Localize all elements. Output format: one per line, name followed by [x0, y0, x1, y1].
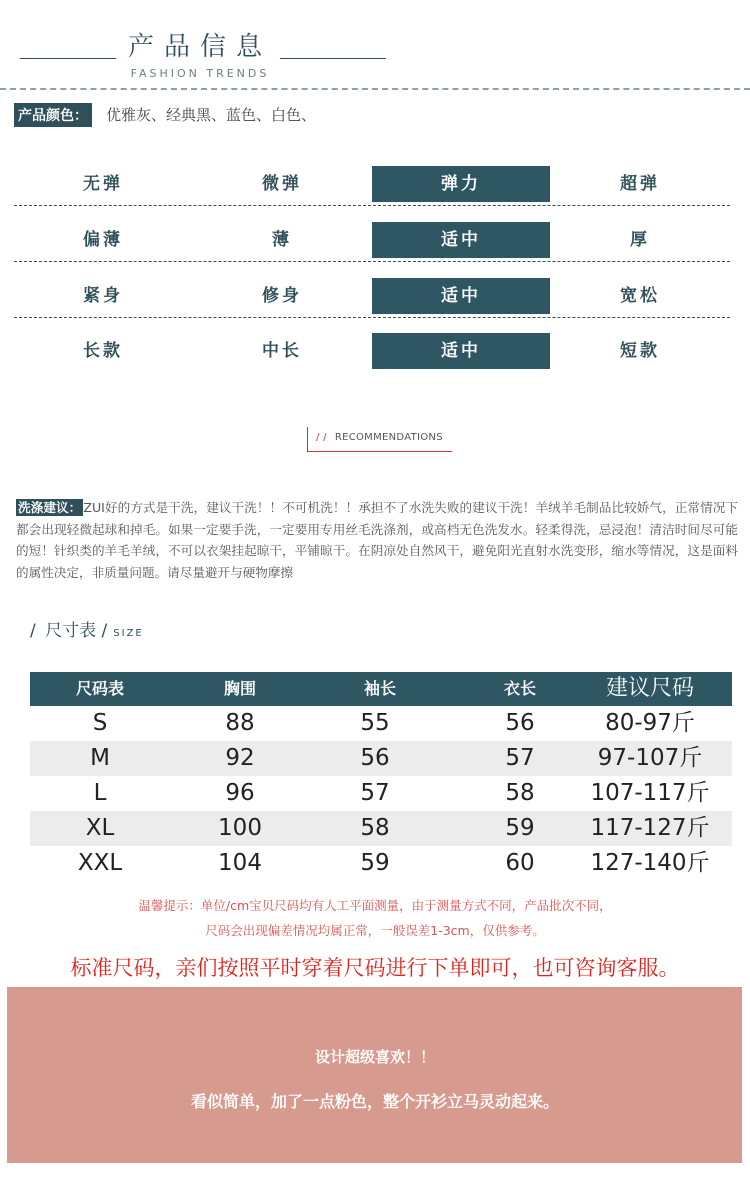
table-row [30, 741, 732, 776]
rec-slashes: / / [316, 432, 327, 443]
attribute-row-fit [14, 278, 730, 328]
attr-option: 薄 [272, 230, 292, 250]
attr-divider [14, 261, 730, 262]
size-title: 尺寸表 [45, 621, 97, 641]
cell-recommend: 97-107斤 [597, 745, 703, 771]
cell-chest: 88 [225, 710, 255, 736]
title-line-right [280, 58, 386, 59]
cell-recommend: 107-117斤 [590, 780, 710, 806]
cell-chest: 104 [218, 850, 262, 876]
attr-option-selected: 适中 [372, 333, 550, 369]
attr-option-selected: 适中 [372, 278, 550, 314]
washing-label: 洗涤建议： [18, 500, 82, 515]
attr-divider [14, 205, 730, 206]
cell-length: 60 [505, 850, 535, 876]
promo-line1: 设计超级喜欢！！ [314, 1048, 435, 1066]
title-line-left [20, 58, 116, 59]
col-header: 袖长 [363, 679, 396, 698]
col-header: 建议尺码 [605, 676, 694, 701]
attr-option-selected: 适中 [372, 222, 550, 258]
cell-size: L [93, 780, 107, 806]
cell-chest: 100 [218, 815, 262, 841]
cell-size: XL [85, 815, 115, 841]
col-header: 衣长 [503, 679, 536, 698]
cell-size: S [92, 710, 108, 736]
promo-banner [7, 987, 742, 1163]
attr-option: 宽松 [620, 286, 660, 306]
size-section-heading [30, 616, 144, 641]
attr-option: 短款 [620, 341, 660, 361]
cell-sleeve: 56 [360, 745, 390, 771]
cell-length: 58 [505, 780, 535, 806]
cell-recommend: 127-140斤 [590, 850, 710, 876]
size-table-header [30, 672, 732, 706]
cell-size: M [90, 745, 110, 771]
attr-option: 长款 [83, 341, 123, 361]
col-header: 尺码表 [75, 679, 124, 698]
cell-length: 57 [505, 745, 535, 771]
product-colors-value: 优雅灰、经典黑、蓝色、白色、 [106, 106, 317, 124]
table-row [30, 846, 732, 881]
table-row [30, 811, 732, 846]
attr-option: 偏薄 [83, 230, 123, 250]
attr-option: 紧身 [83, 286, 123, 306]
attr-option: 修身 [262, 286, 302, 306]
attribute-row-thickness [14, 222, 730, 272]
washing-text: ZUI好的方式是干洗，建议干洗！！不可机洗！！承担不了水洗失败的建议干洗！羊绒羊毛制品比较娇气，正常情况下都会出现轻微起球和掉毛。如果一定要手洗，一定要用专用丝毛洗涤剂，或高档无色洗发水。轻柔得洗，忌浸泡！清洁时间尽可能的短！针织类的羊毛羊绒，不可以衣架挂起晾干，平铺晾干。在阴凉处自然风干，避免阳光直射水洗变形，缩水等情况，这是面料的属性决定，非质量问题。请尽量避开与硬物摩擦 [16, 500, 738, 580]
attr-option-selected: 弹力 [372, 166, 550, 202]
cell-size: XXL [77, 850, 123, 876]
cell-chest: 92 [225, 745, 255, 771]
size-slash: / [101, 621, 108, 641]
size-slash: / [30, 621, 36, 641]
cell-recommend: 80-97斤 [605, 710, 695, 736]
cell-sleeve: 57 [360, 780, 390, 806]
page-title: 产品信息 [127, 32, 272, 62]
table-row [30, 706, 732, 741]
washing-advice [16, 497, 738, 583]
cell-length: 56 [505, 710, 535, 736]
attr-option: 微弹 [262, 174, 302, 194]
attr-divider [14, 317, 730, 318]
attribute-row-elasticity [14, 166, 730, 216]
col-header: 胸围 [223, 679, 256, 698]
cell-sleeve: 55 [360, 710, 390, 736]
attr-option: 中长 [262, 341, 302, 361]
cell-chest: 96 [225, 780, 255, 806]
size-subtitle: SIZE [113, 628, 144, 639]
size-note-line2: 尺码会出现偏差情况均属正常，一般误差1-3cm，仅供参考。 [205, 923, 545, 938]
size-table [30, 672, 732, 881]
attribute-row-length [14, 333, 730, 383]
cell-length: 59 [505, 815, 535, 841]
attr-option: 厚 [630, 230, 650, 250]
attr-option: 无弹 [83, 174, 123, 194]
cell-sleeve: 58 [360, 815, 390, 841]
header-divider [0, 88, 750, 90]
cell-sleeve: 59 [360, 850, 390, 876]
size-note-line1: 温馨提示：单位/cm宝贝尺码均有人工平面测量，由于测量方式不同，产品批次不同， [138, 898, 612, 913]
table-row [30, 776, 732, 811]
cell-recommend: 117-127斤 [590, 815, 710, 841]
page-subtitle: FASHION TRENDS [130, 67, 270, 80]
product-colors-label: 产品颜色： [14, 103, 92, 127]
attr-option: 超弹 [620, 174, 660, 194]
size-advice: 标准尺码，亲们按照平时穿着尺码进行下单即可，也可咨询客服。 [70, 956, 680, 980]
rec-label: RECOMMENDATIONS [334, 432, 443, 443]
recommendations-heading [316, 432, 443, 443]
promo-line2: 看似简单，加了一点粉色，整个开衫立马灵动起来。 [190, 1092, 559, 1111]
